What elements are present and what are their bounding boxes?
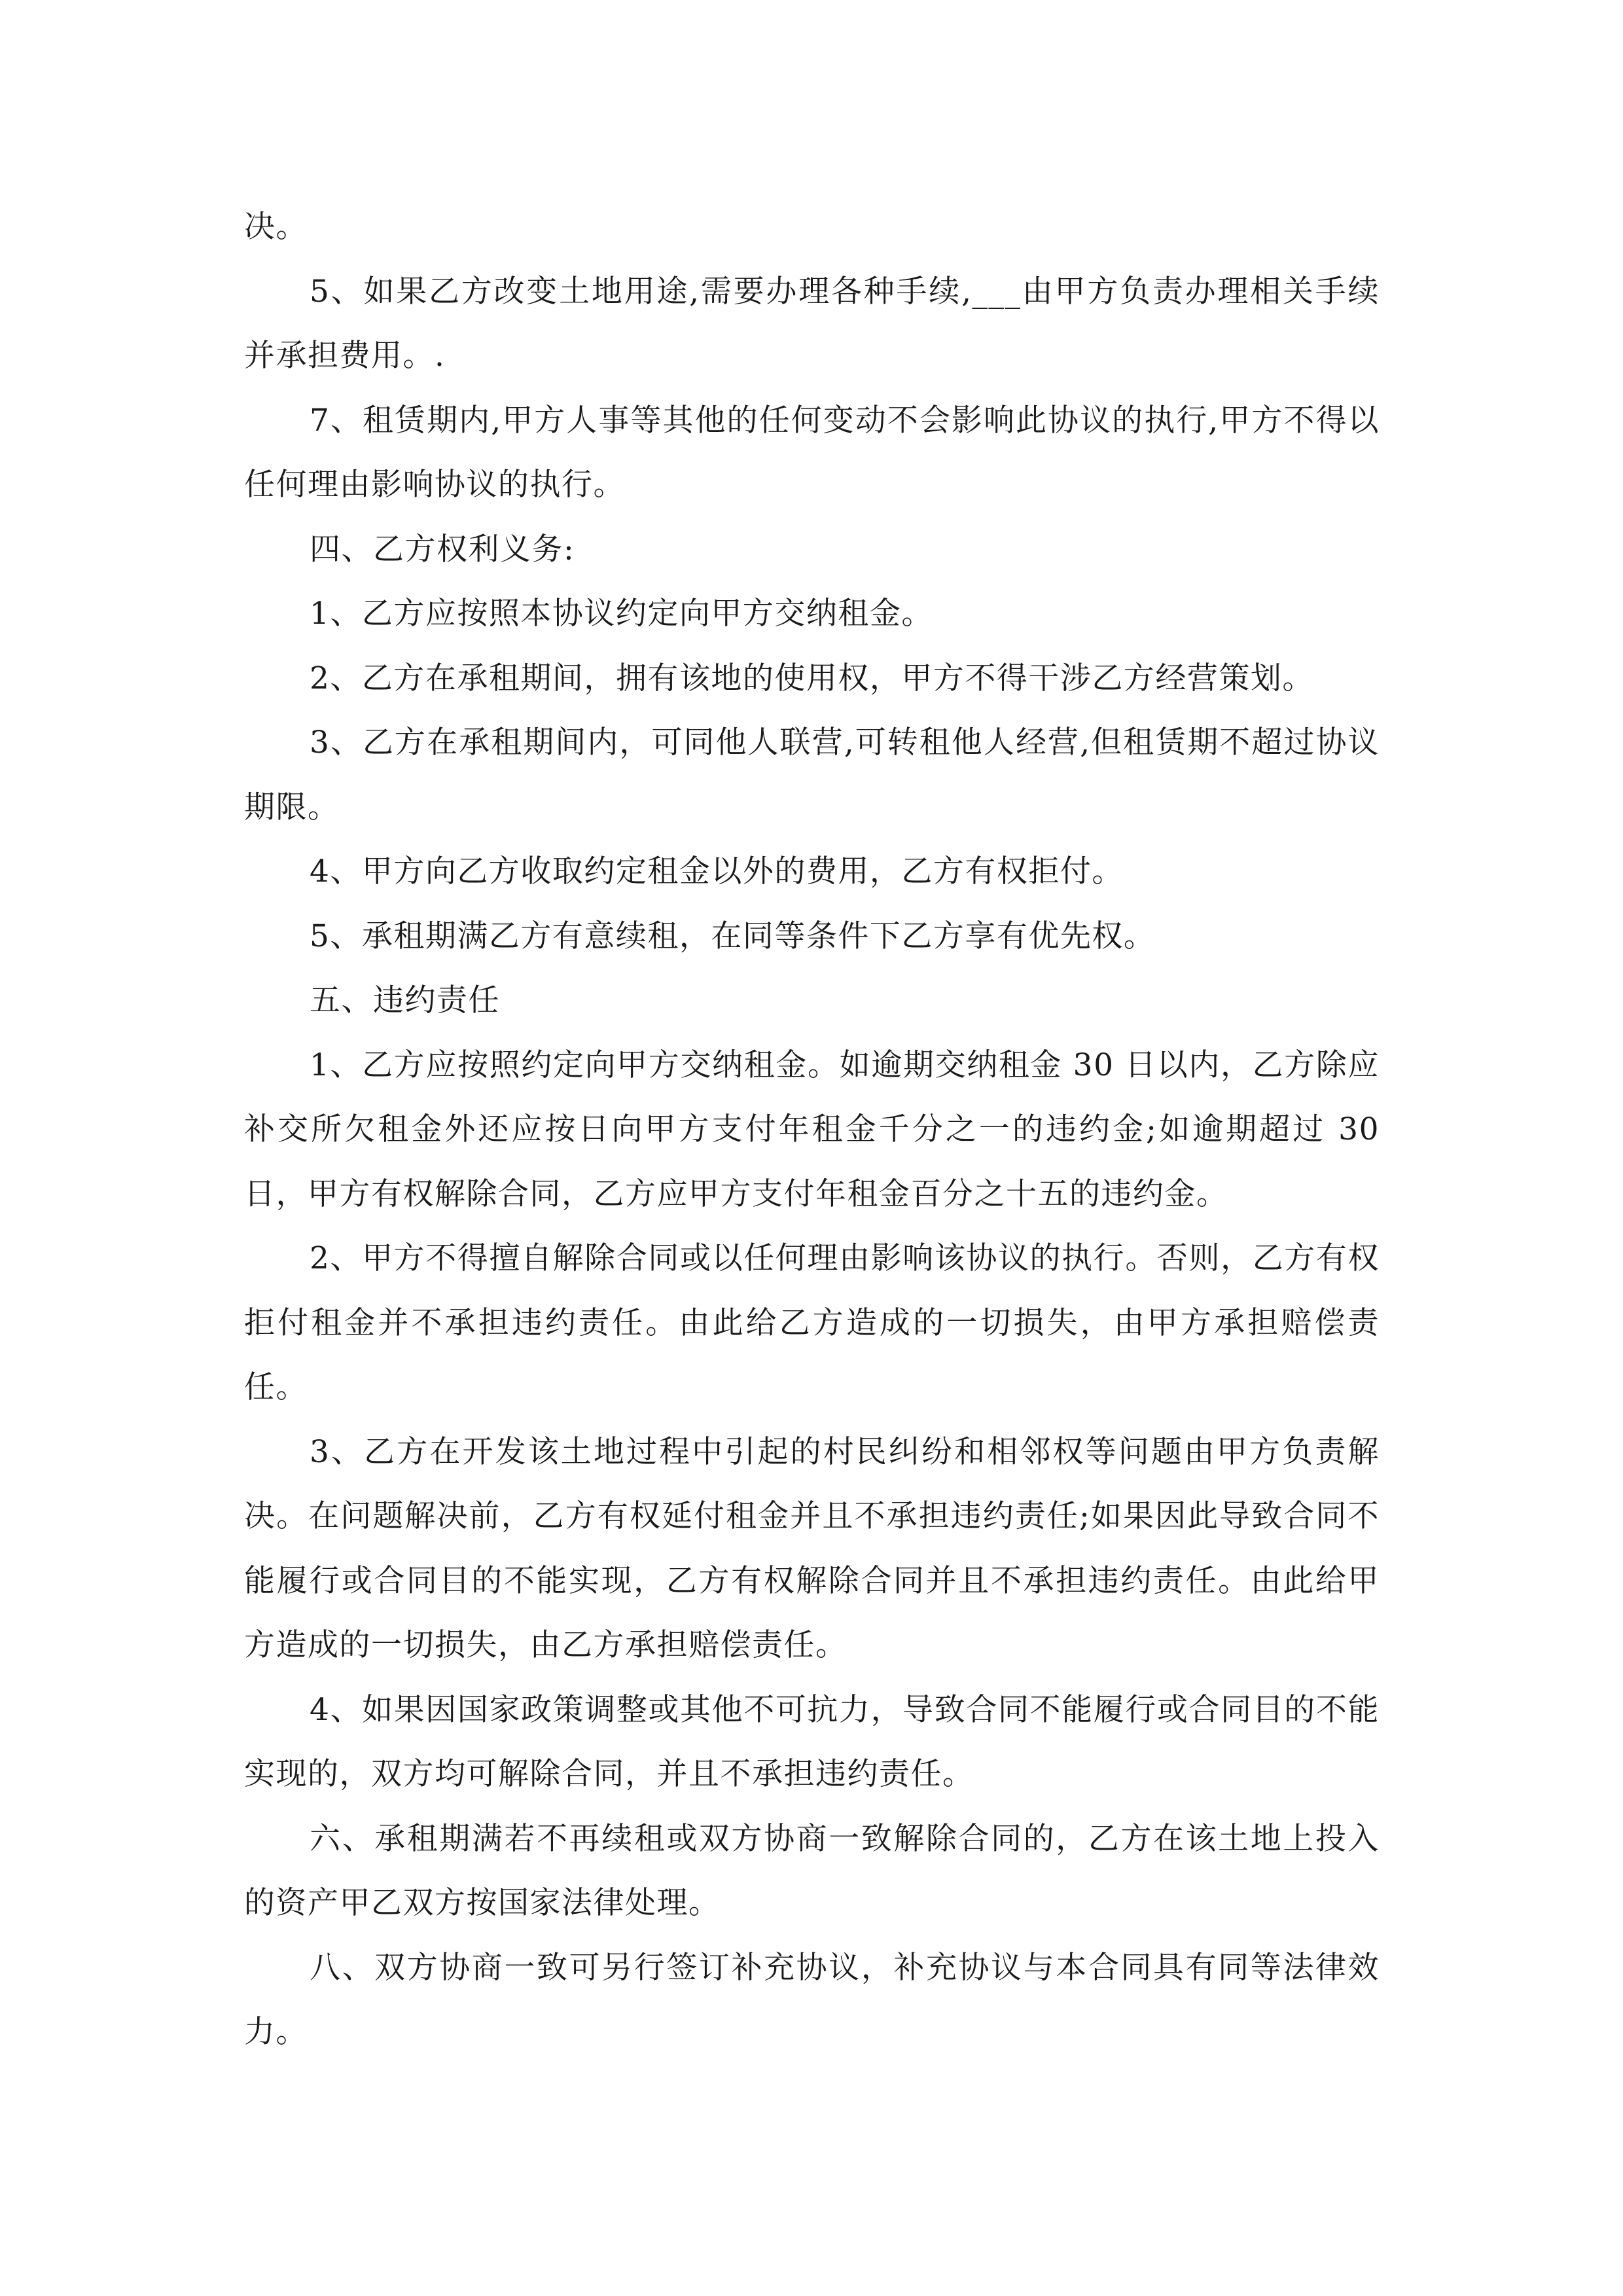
paragraph: 5、承租期满乙方有意续租，在同等条件下乙方享有优先权。 [310,918,1156,954]
paragraph: 3、乙方在开发该土地过程中引起的村民纠纷和相邻权等问题由甲方负责解决。在问题解决前，乙方有权延付租金并且不承担违约责任;如果因此导致合同不能履行或合同目的不能实现，乙方有权解除合同并且不承担违约责任。由此给甲方造成的一切损失，由乙方承担赔偿责任。 [244,1433,1380,1663]
section-heading: 六、承租期满若不再续租或双方协商一致解除合同的，乙方在该土地上投入的资产甲乙双方按国家法律处理。 [244,1820,1380,1921]
paragraph: 5、如果乙方改变土地用途,需要办理各种手续,___由甲方负责办理相关手续并承担费用。. [244,273,1380,374]
paragraph: 2、乙方在承租期间，拥有该地的使用权，甲方不得干涉乙方经营策划。 [310,660,1314,696]
section-heading: 五、违约责任 [310,982,500,1018]
paragraph: 4、甲方向乙方收取约定租金以外的费用，乙方有权拒付。 [310,853,1124,889]
paragraph: 3、乙方在承租期间内，可同他人联营,可转租他人经营,但租赁期不超过协议期限。 [244,725,1380,825]
paragraph: 4、如果因国家政策调整或其他不可抗力，导致合同不能履行或合同目的不能实现的，双方均可解除合同，并且不承担违约责任。 [244,1691,1380,1792]
paragraph: 7、租赁期内,甲方人事等其他的任何变动不会影响此协议的执行,甲方不得以任何理由影响协议的执行。 [244,402,1380,503]
section-heading: 八、双方协商一致可另行签订补充协议，补充协议与本合同具有同等法律效力。 [244,1949,1380,2050]
paragraph: 1、乙方应按照本协议约定向甲方交纳租金。 [310,596,933,632]
paragraph: 决。 [244,209,308,245]
paragraph: 1、乙方应按照约定向甲方交纳租金。如逾期交纳租金 30 日以内，乙方除应补交所欠租金外还应按日向甲方支付年租金千分之一的违约金;如逾期超过 30 日，甲方有权解除合同，乙方应甲方支付年租金百分之十五的违约金。 [244,1047,1380,1212]
paragraph: 2、甲方不得擅自解除合同或以任何理由影响该协议的执行。否则，乙方有权拒付租金并不承担违约责任。由此给乙方造成的一切损失，由甲方承担赔偿责任。 [244,1240,1380,1405]
section-heading: 四、乙方权利义务: [310,531,575,567]
document-body [244,195,1380,2065]
